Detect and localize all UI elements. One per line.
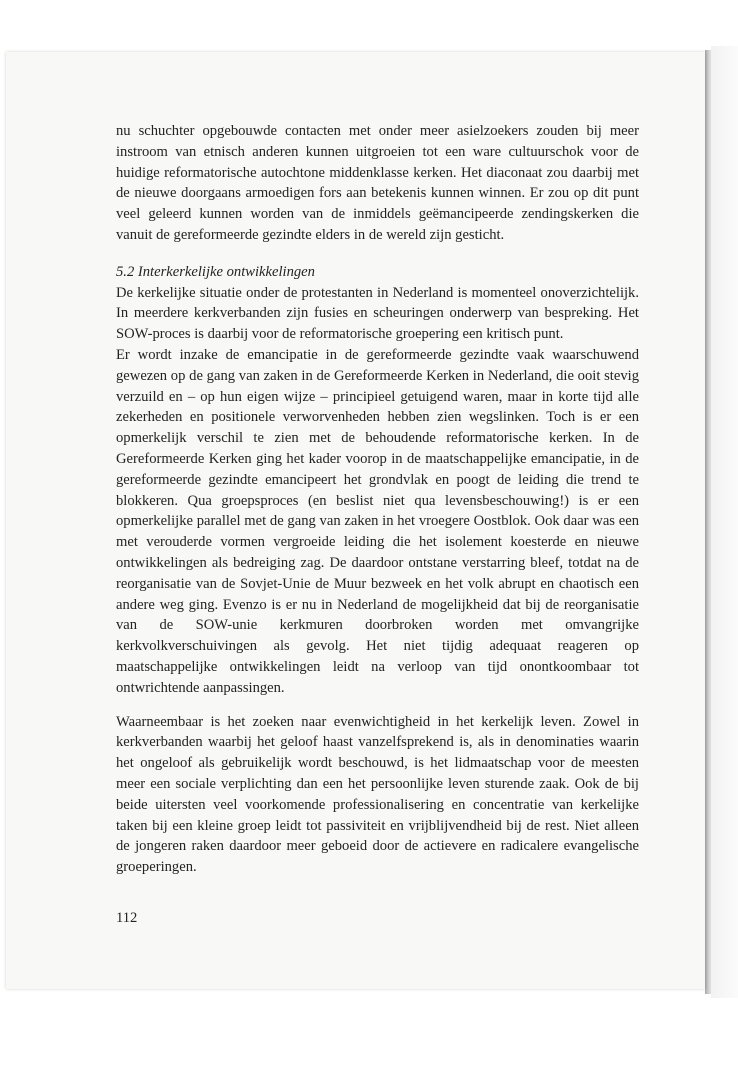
section-heading: 5.2 Interkerkelijke ontwikkelingen (116, 263, 315, 280)
page-text (116, 121, 639, 878)
paragraph-spacer (116, 699, 639, 712)
section-paragraph-2: Er wordt inzake de emancipatie in de gereformeerde gezindte vaak waarschuwend gewezen op de gang van zaken in de Gereformeerde Kerken in Nederland, die ooit stevig verzuild en – op hun eigen wijze – principieel getuigend waren, maar in korte tijd alle zekerheden en positionele verworvenheden hebben zien wegslinken. Toch is er een opmerkelijk verschil te zien met de behoudende reformatorische kerken. In de Gereformeerde Kerken ging het kader voorop in de maatschappelijke emancipatie, in de gereformeerde gezindte emancipeert het grondvlak en poogt de leiding die trend te blokkeren. Qua groepsproces (en beslist niet qua levensbeschouwing!) is er een opmerkelijke parallel met de gang van zaken in het vroegere Oostblok. Ook daar was een met verouderde vormen vergroeide leiding die het isolement koesterde en nieuwe ontwikkelingen als bedreiging zag. De daardoor ontstane verstarring bleef, totdat na de reorganisatie van de Sovjet-Unie de Muur bezweek en het volk abrupt en chaotisch een andere weg ging. Evenzo is er nu in Nederland de mogelijkheid dat bij de reorganisatie van de SOW-unie kerkmuren doorbroken worden met omvangrijke kerkvolkverschuivingen als gevolg. Het niet tijdig adequaat reageren op maatschappelijke ontwikkelingen leidt na verloop van tijd onontkoombaar tot ontwrichtende aanpassingen. (116, 346, 639, 696)
section-paragraph-1: De kerkelijke situatie onder de protestanten in Nederland is momenteel onoverzichtelijk. In meerdere kerkverbanden zijn fusies en scheuringen onderwerp van bespreking. Het SOW-proces is daarbij voor de reformatorische groepering een kritisch punt. (116, 284, 639, 343)
section-paragraph-3: Waarneembaar is het zoeken naar evenwichtigheid in het kerkelijk leven. Zowel in kerkverbanden waarbij het geloof haast vanzelfsprekend is, als in denominaties waarin het ongeloof als gebruikelijk wordt beschouwd, is het lidmaatschap voor de meesten meer een sociale verplichting dan een het persoonlijke leven sturende zaak. Ook de bij beide uitersten veel voorkomende professionalisering en concentratie van kerkelijke taken bij een kleine groep leidt tot passiviteit en vrijblijvendheid bij de rest. Niet alleen de jongeren raken daardoor meer geboeid door de actievere en radicalere evangelische groeperingen. (116, 713, 639, 876)
page-number: 112 (116, 910, 138, 926)
book-spine-edge (711, 46, 738, 998)
book-spine-shadow (705, 50, 711, 994)
paragraph-spacer (116, 246, 639, 262)
intro-paragraph: nu schuchter opgebouwde contacten met onder meer asielzoekers zouden bij meer instroom van etnisch anderen kunnen uitgroeien tot een ware cultuurschok voor de huidige reformatorische autochtone middenklasse kerken. Het diaconaat zou daarbij met de nieuwe doorgaans armoedigen fors aan betekenis kunnen winnen. Er zou op dit punt veel geleerd kunnen worden van de inmiddels geëmancipeerde zendingskerken die vanuit de gereformeerde gezindte elders in de wereld zijn gesticht. (116, 123, 639, 243)
